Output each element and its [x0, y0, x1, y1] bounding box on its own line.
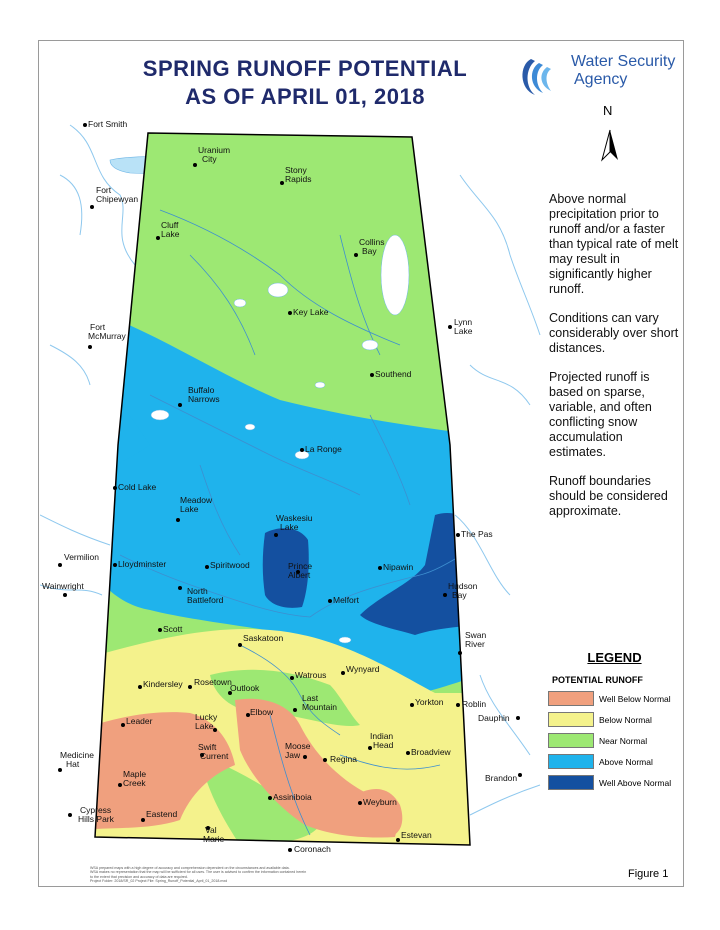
svg-text:Hills Park: Hills Park: [78, 814, 114, 824]
legend-label: Near Normal: [599, 735, 648, 746]
svg-text:Hat: Hat: [66, 759, 80, 769]
svg-text:Meadow: Meadow: [180, 495, 213, 505]
svg-text:Melfort: Melfort: [333, 595, 359, 605]
place-cold-lake: [113, 482, 157, 492]
svg-text:Moose: Moose: [285, 741, 311, 751]
place-spiritwood: [205, 560, 250, 570]
place-cypress-hills-park: [68, 805, 115, 824]
svg-text:Current: Current: [200, 751, 229, 761]
svg-text:Saskatoon: Saskatoon: [243, 633, 284, 643]
place-lynn-lake: [448, 317, 473, 336]
figure-label: Figure 1: [628, 868, 669, 880]
place-dauphin: [478, 713, 520, 723]
svg-text:River: River: [465, 639, 485, 649]
svg-text:Chipewyan: Chipewyan: [96, 194, 139, 204]
svg-text:Cypress: Cypress: [80, 805, 112, 815]
note-precipitation: Above normal precipitation prior to runoff and/or a faster than typical rate of melt may result in significantly higher runoff.: [549, 192, 679, 296]
legend-swatch: [548, 712, 594, 727]
note-conditions: Conditions can vary considerably over short distances.: [549, 311, 679, 355]
svg-text:Vermilion: Vermilion: [64, 552, 99, 562]
svg-text:Maple: Maple: [123, 769, 147, 779]
place-yorkton: [410, 697, 444, 707]
svg-text:Marie: Marie: [203, 834, 225, 844]
runoff-map: [40, 115, 545, 865]
svg-text:Medicine: Medicine: [60, 750, 95, 760]
place-key-lake: [288, 307, 329, 317]
svg-text:Creek: Creek: [123, 778, 146, 788]
svg-text:Swan: Swan: [465, 630, 487, 640]
place-maple-creek: [118, 769, 146, 788]
place-medicine-hat: [58, 750, 94, 772]
legend-swatch: [548, 691, 594, 706]
place-kindersley: [138, 679, 183, 689]
place-coronach: [288, 844, 331, 854]
svg-text:Roblin: Roblin: [462, 699, 487, 709]
svg-text:Watrous: Watrous: [295, 670, 327, 680]
disclaimer-line: Project Folder: 2018/SR_02 Project File: Spring_Runoff_Potential_April_01_2018.mxd: [90, 878, 228, 883]
svg-text:Collins: Collins: [359, 237, 385, 247]
place-watrous: [290, 670, 326, 680]
legend-item-well-below-normal: [548, 691, 673, 706]
svg-text:Key Lake: Key Lake: [293, 307, 329, 317]
place-wynyard: [341, 664, 380, 675]
place-vermilion: [58, 552, 99, 567]
legend-item-above-normal: [548, 754, 673, 769]
svg-text:Head: Head: [373, 740, 394, 750]
svg-text:Nipawin: Nipawin: [383, 562, 414, 572]
svg-text:Lloydminster: Lloydminster: [118, 559, 167, 569]
svg-text:Cold Lake: Cold Lake: [118, 482, 157, 492]
svg-text:Lake: Lake: [195, 721, 214, 731]
svg-text:Mountain: Mountain: [302, 702, 337, 712]
svg-text:Battleford: Battleford: [187, 595, 224, 605]
svg-text:Yorkton: Yorkton: [415, 697, 444, 707]
legend-label: Above Normal: [599, 756, 653, 767]
place-the-pas: [456, 529, 493, 539]
svg-text:Kindersley: Kindersley: [143, 679, 183, 689]
svg-text:Lake: Lake: [280, 522, 299, 532]
svg-text:Weyburn: Weyburn: [363, 797, 397, 807]
disclaimer-line: WSA prepared maps with a high degree of accuracy and comprehension dependent on the circumstances and available data.: [90, 866, 290, 870]
svg-text:Lake: Lake: [180, 504, 199, 514]
place-weyburn: [358, 797, 397, 807]
svg-text:Spiritwood: Spiritwood: [210, 560, 250, 570]
svg-text:Swift: Swift: [198, 742, 217, 752]
svg-text:Cluff: Cluff: [161, 220, 179, 230]
legend-swatch: [548, 775, 594, 790]
legend-label: Below Normal: [599, 714, 652, 725]
place-broadview: [406, 747, 452, 757]
place-prince-albert: [288, 561, 312, 580]
svg-text:Waskesiu: Waskesiu: [276, 513, 313, 523]
svg-text:Jaw: Jaw: [285, 750, 301, 760]
place-southend: [370, 369, 412, 379]
svg-text:Albert: Albert: [288, 570, 311, 580]
svg-text:Fort: Fort: [90, 322, 106, 332]
svg-text:Lynn: Lynn: [454, 317, 473, 327]
map-title-line1: SPRING RUNOFF POTENTIAL: [142, 56, 468, 81]
legend-label: Well Above Normal: [599, 777, 672, 788]
svg-text:Southend: Southend: [375, 369, 412, 379]
place-la-ronge: [300, 444, 342, 454]
place-melfort: [328, 595, 360, 605]
svg-text:Lake: Lake: [161, 229, 180, 239]
svg-text:Regina: Regina: [330, 754, 357, 764]
svg-text:Leader: Leader: [126, 716, 153, 726]
svg-text:Wainwright: Wainwright: [42, 581, 84, 591]
place-nipawin: [378, 562, 414, 572]
svg-text:Estevan: Estevan: [401, 830, 432, 840]
svg-text:Lucky: Lucky: [195, 712, 218, 722]
svg-text:Bay: Bay: [362, 246, 377, 256]
place-lloydminster: [113, 559, 166, 569]
svg-text:Prince: Prince: [288, 561, 313, 571]
place-leader: [121, 716, 153, 727]
svg-text:Dauphin: Dauphin: [478, 713, 510, 723]
svg-text:Narrows: Narrows: [188, 394, 220, 404]
svg-text:Rosetown: Rosetown: [194, 677, 232, 687]
svg-text:Fort Smith: Fort Smith: [88, 119, 128, 129]
map-disclaimer: [90, 866, 490, 883]
place-assiniboia: [268, 792, 312, 802]
svg-text:Hudson: Hudson: [448, 581, 478, 591]
place-brandon: [485, 773, 522, 783]
svg-text:Last: Last: [302, 693, 319, 703]
svg-text:Elbow: Elbow: [250, 707, 274, 717]
legend-label: Well Below Normal: [599, 693, 671, 704]
legend-subtitle: POTENTIAL RUNOFF: [552, 675, 643, 685]
svg-text:Broadview: Broadview: [411, 747, 451, 757]
svg-text:Wynyard: Wynyard: [346, 664, 380, 674]
legend: [548, 650, 673, 790]
place-moose-jaw: [285, 741, 311, 760]
note-projected-runoff: Projected runoff is based on sparse, variable, and often conflicting snow accumulation estimates.: [549, 370, 652, 459]
svg-text:Assiniboia: Assiniboia: [273, 792, 312, 802]
svg-text:North: North: [187, 586, 208, 596]
svg-text:Outlook: Outlook: [230, 683, 260, 693]
legend-title: LEGEND: [587, 650, 642, 665]
svg-text:Bay: Bay: [452, 590, 467, 600]
svg-text:City: City: [202, 154, 217, 164]
svg-text:Indian: Indian: [370, 731, 394, 741]
svg-text:Uranium: Uranium: [198, 145, 231, 155]
place-stony-rapids: [280, 165, 311, 185]
legend-swatch: [548, 754, 594, 769]
north-arrow-icon: [600, 108, 620, 163]
svg-text:Fort: Fort: [96, 185, 112, 195]
svg-text:La Ronge: La Ronge: [305, 444, 342, 454]
svg-text:McMurray: McMurray: [88, 331, 126, 341]
legend-item-near-normal: [548, 733, 673, 748]
svg-text:Val: Val: [205, 825, 217, 835]
svg-text:Buffalo: Buffalo: [188, 385, 215, 395]
svg-text:Coronach: Coronach: [294, 844, 331, 854]
svg-text:Brandon: Brandon: [485, 773, 518, 783]
map-notes: [549, 192, 679, 533]
place-fort-mcmurray: [88, 322, 127, 349]
disclaimer-line: to the extent that precision and accuracy of data are required.: [90, 874, 188, 879]
legend-item-below-normal: [548, 712, 673, 727]
place-fort-smith: [83, 119, 127, 129]
note-boundaries: Runoff boundaries should be considered approximate.: [549, 474, 668, 518]
legend-item-well-above-normal: [548, 775, 673, 790]
svg-text:Rapids: Rapids: [285, 174, 312, 184]
legend-swatch: [548, 733, 594, 748]
place-wainwright: [42, 581, 84, 597]
svg-text:The Pas: The Pas: [461, 529, 493, 539]
place-elbow: [246, 707, 274, 717]
svg-text:Lake: Lake: [454, 326, 473, 336]
place-swan-river: [458, 630, 487, 655]
svg-text:Stony: Stony: [285, 165, 307, 175]
map-title-line2: AS OF APRIL 01, 2018: [185, 84, 425, 109]
place-fort-chipewyan: [90, 185, 138, 209]
svg-text:Scott: Scott: [163, 624, 183, 634]
logo-text-line1: Water Security: [571, 53, 676, 70]
svg-text:Eastend: Eastend: [146, 809, 178, 819]
north-label: N: [603, 103, 613, 118]
logo-text-line2: Agency: [574, 71, 628, 88]
disclaimer-line: WSA makes no representation that the map will be sufficient for all uses. The user is advised to confirm the information contained herein: [90, 870, 307, 875]
